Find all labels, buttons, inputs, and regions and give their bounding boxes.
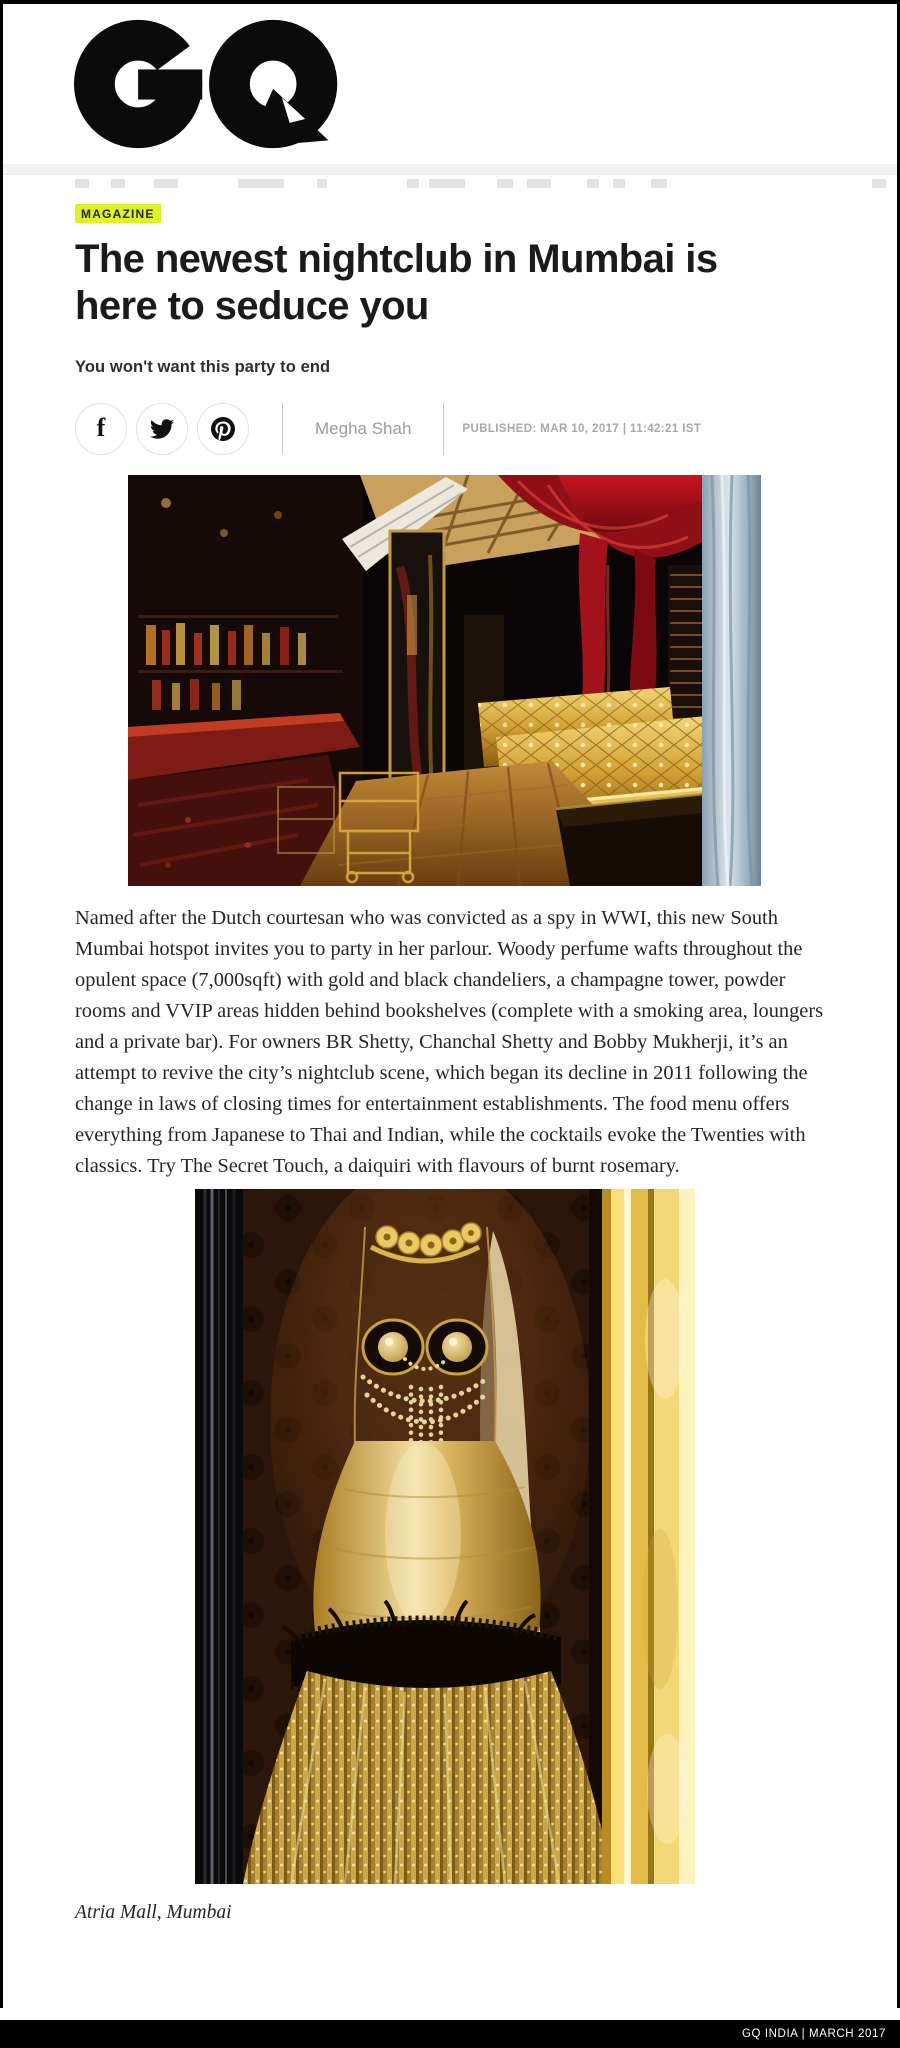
twitter-icon [150,417,174,441]
gold-outfit-mannequin-illustration [195,1189,695,1884]
article-paragraph: Named after the Dutch courtesan who was convicted as a spy in WWI, this new South Mumbai hotspot invites you to party in her parlour. Woody perfume wafts throughout the opulent space (7,000sqft) with gold and black chandeliers, a champagne tower, powder rooms and VVIP areas hidden behind bookshelves (complete with a smoking area, loungers and a private bar). For owners BR Shetty, Chanchal Shetty and Bobby Mukherji, it’s an attempt to revive the city’s nightclub scene, which began its decline in 2011 following the change in laws of closing times for entertainment establishments. The food menu offers everything from Japanese to Thai and Indian, while the cocktails evoke the Twenties with classics. Try The Secret Touch, a daiquiri with flavours of burnt rosemary. [75,907,824,1177]
nightclub-interior-illustration [128,475,761,886]
published-timestamp: PUBLISHED: MAR 10, 2017 | 11:42:21 IST [462,423,702,435]
secondary-image [195,1189,695,1884]
byline-row [75,401,900,457]
facebook-share-button[interactable] [75,403,127,455]
ghost-nav-item[interactable] [154,179,178,188]
ghost-nav-item[interactable] [429,179,465,188]
article-subtitle: You won't want this party to end [75,358,331,376]
article-body [0,189,900,1924]
ghost-nav-item[interactable] [317,179,327,188]
pinterest-icon [211,417,235,441]
ghost-nav-item[interactable] [111,179,125,188]
facebook-icon: f [96,413,106,442]
nav-divider-band [0,164,900,175]
site-header [0,0,900,189]
footer-credit: GQ INDIA | MARCH 2017 [741,2028,886,2040]
article-headline: The newest nightclub in Mumbai is here to seduce you [75,237,718,328]
ghost-nav-item[interactable] [75,179,89,188]
ghost-nav [0,179,900,189]
page-left-border [0,0,3,2008]
ghost-nav-item[interactable] [497,179,513,188]
ghost-nav-item[interactable] [651,179,667,188]
ghost-nav-item[interactable] [613,179,625,188]
ghost-nav-item[interactable] [238,179,284,188]
page-top-border [0,0,900,4]
pinterest-share-button[interactable] [197,403,249,455]
ghost-nav-item[interactable] [872,179,886,188]
author-name[interactable]: Megha Shah [315,419,412,438]
ghost-nav-item[interactable] [527,179,551,188]
hero-image [128,475,761,886]
gq-logo[interactable] [74,16,346,152]
category-badge[interactable]: MAGAZINE [75,204,161,223]
image-caption: Atria Mall, Mumbai [75,1902,232,1923]
twitter-share-button[interactable] [136,403,188,455]
page-footer [0,2020,900,2048]
ghost-nav-item[interactable] [407,179,419,188]
ghost-nav-item[interactable] [587,179,599,188]
